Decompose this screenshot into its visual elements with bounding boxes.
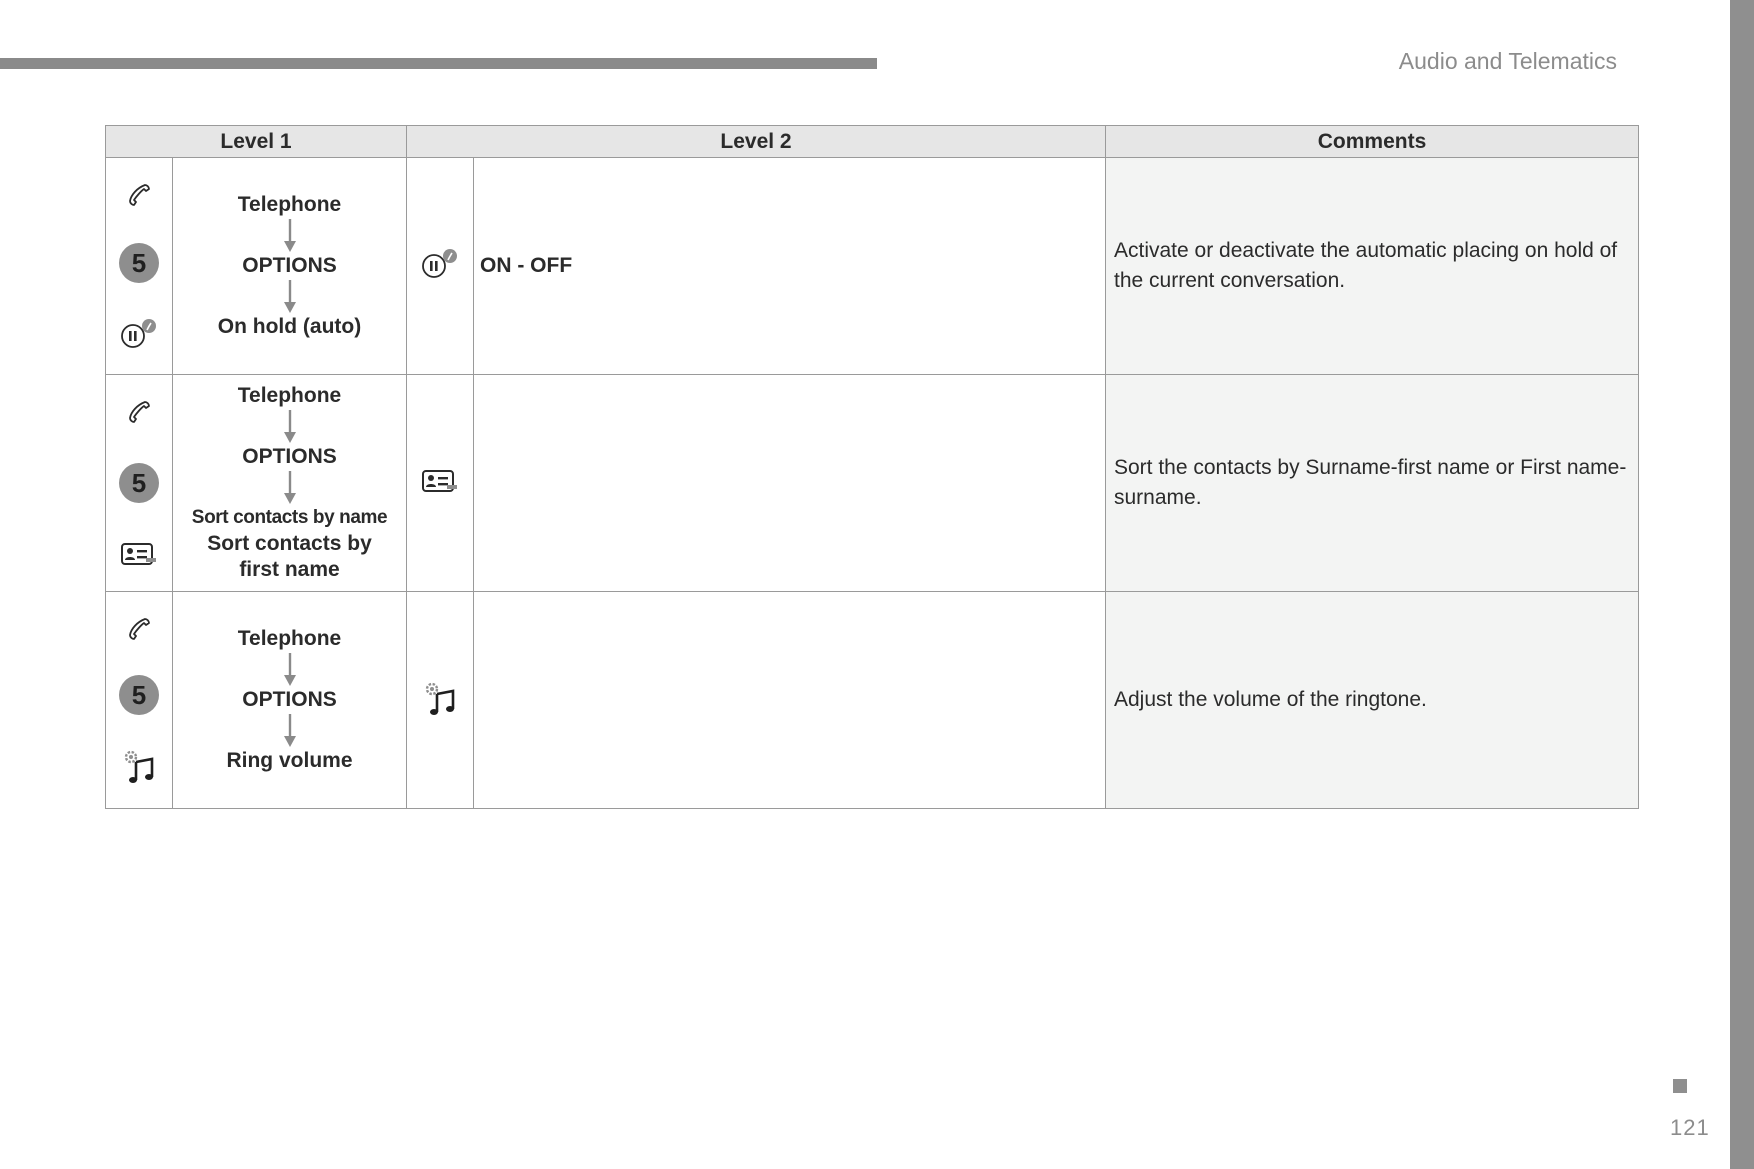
menu-level-options: OPTIONS [242,254,337,277]
arrow-down-icon [284,714,296,747]
phone-handset-icon [126,616,152,642]
table-row [106,592,1639,809]
menu-table [105,125,1639,809]
menu-level-options: OPTIONS [242,688,337,711]
arrow-down-icon [284,471,296,504]
level2-option [474,375,1106,592]
table-row [106,158,1639,375]
menu-level-telephone: Telephone [237,384,342,407]
arrow-down-icon [284,219,296,252]
contact-card-icon [120,541,158,567]
right-edge-tab [1730,0,1754,1169]
arrow-down-icon [284,410,296,443]
menu-level-sort-by-first-name: Sort contacts by first name [207,532,372,581]
menu-level-ring-volume: Ring volume [226,749,353,772]
menu-level-telephone: Telephone [237,627,342,650]
ringtone-settings-icon [122,748,156,784]
menu-level-telephone: Telephone [237,193,342,216]
level2-option [474,592,1106,809]
arrow-down-icon [284,653,296,686]
header-comments: Comments [1106,126,1639,158]
header-level2: Level 2 [407,126,1106,158]
table-row [106,375,1639,592]
menu-level-on-hold: On hold (auto) [217,315,362,338]
arrow-down-icon [284,280,296,313]
comment-text: Activate or deactivate the automatic placing on hold of the current conversation. [1106,158,1639,375]
menu-level-options: OPTIONS [242,445,337,468]
menu-level-sort-by-name: Sort contacts by name [191,507,388,528]
page-number: 121 [1670,1115,1710,1140]
top-rule [0,58,877,69]
call-on-hold-icon [119,318,159,350]
comment-text: Adjust the volume of the ringtone. [1106,592,1639,809]
comment-text: Sort the contacts by Surname-first name or First name-surname. [1106,375,1639,592]
phone-handset-icon [126,399,152,425]
level2-option: ON - OFF [474,158,1106,375]
step-badge: 5 [119,463,159,503]
header-level1: Level 1 [106,126,407,158]
step-badge: 5 [119,675,159,715]
page-marker [1673,1079,1687,1093]
ringtone-settings-icon [423,680,457,716]
contact-card-icon [421,468,459,494]
call-on-hold-icon [420,248,460,280]
phone-handset-icon [126,182,152,208]
section-title: Audio and Telematics [1398,48,1617,74]
step-badge: 5 [119,243,159,283]
